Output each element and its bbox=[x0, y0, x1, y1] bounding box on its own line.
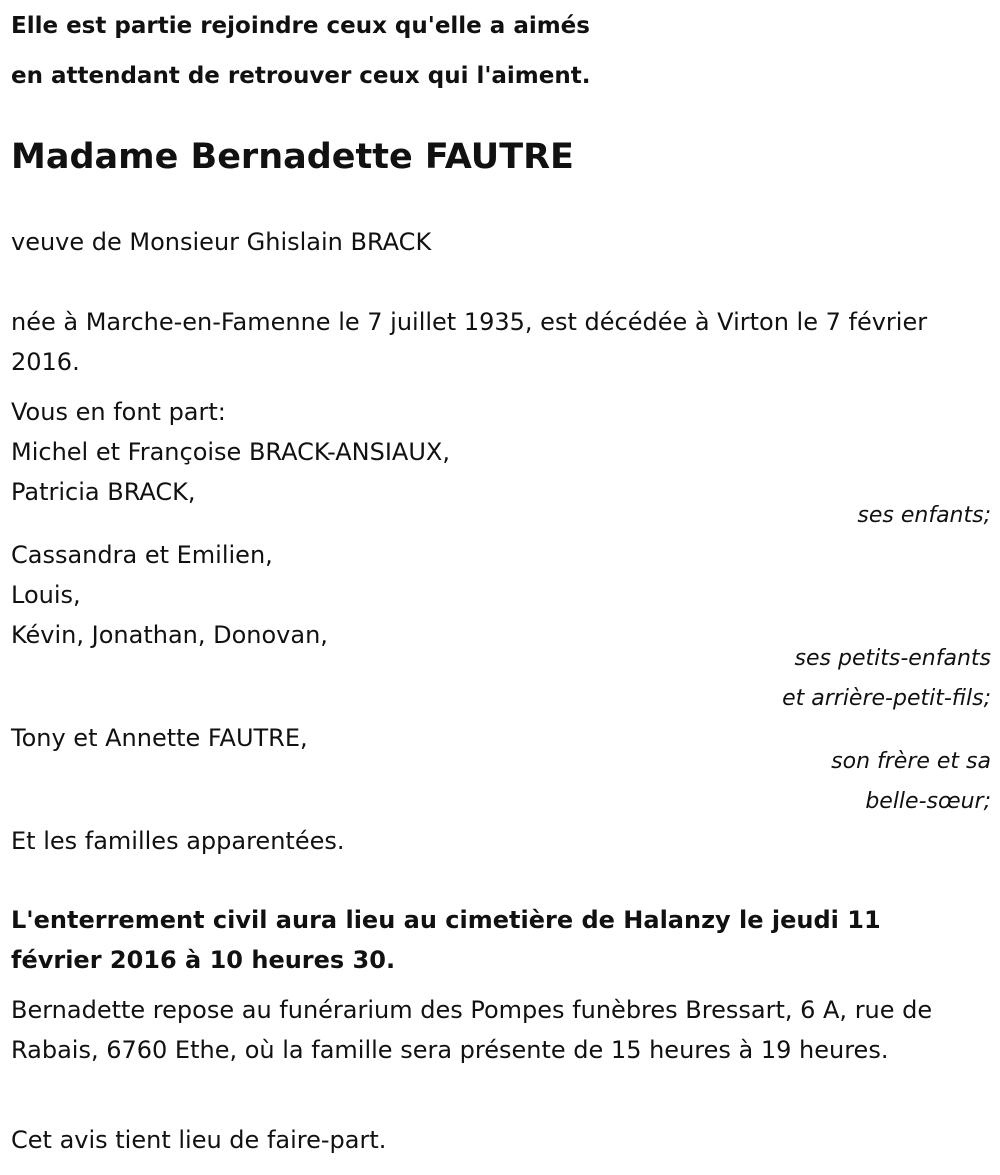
children-role: ses enfants; bbox=[857, 503, 991, 528]
siblings-role-line-2: belle-sœur; bbox=[865, 789, 991, 814]
siblings-role-line-1: son frère et sa bbox=[831, 749, 991, 774]
child-name-1: Michel et Françoise BRACK-ANSIAUX, bbox=[11, 438, 450, 466]
sibling-name: Tony et Annette FAUTRE, bbox=[11, 724, 308, 752]
grandchild-name-3: Kévin, Jonathan, Donovan, bbox=[11, 621, 328, 649]
widow-of: veuve de Monsieur Ghislain BRACK bbox=[11, 228, 432, 256]
epigraph-line-1: Elle est partie rejoindre ceux qu'elle a aimés bbox=[11, 13, 590, 39]
epigraph-line-2: en attendant de retrouver ceux qui l'aiment. bbox=[11, 63, 591, 89]
obituary-notice bbox=[11, 0, 991, 1175]
grandchildren-role-line-1: ses petits-enfants bbox=[794, 646, 991, 671]
related-families: Et les familles apparentées. bbox=[11, 827, 345, 855]
grandchildren-role-line-2: et arrière-petit-fils; bbox=[782, 686, 991, 711]
birth-death-text: née à Marche-en-Famenne le 7 juillet 1935, est décédée à Virton le 7 février 2016. bbox=[11, 308, 928, 376]
closing-note: Cet avis tient lieu de faire-part. bbox=[11, 1126, 387, 1154]
deceased-name: Madame Bernadette FAUTRE bbox=[11, 137, 574, 177]
visitation-details: Bernadette repose au funérarium des Pompes funèbres Bressart, 6 A, rue de Rabais, 6760 Ethe, où la famille sera présente de 15 heures à 19 heures. bbox=[11, 996, 933, 1064]
grandchild-name-1: Cassandra et Emilien, bbox=[11, 541, 273, 569]
child-name-2: Patricia BRACK, bbox=[11, 478, 196, 506]
funeral-details: L'enterrement civil aura lieu au cimetière de Halanzy le jeudi 11 février 2016 à 10 heures 30. bbox=[11, 906, 881, 974]
grandchild-name-2: Louis, bbox=[11, 581, 81, 609]
announcement-intro: Vous en font part: bbox=[11, 398, 226, 426]
